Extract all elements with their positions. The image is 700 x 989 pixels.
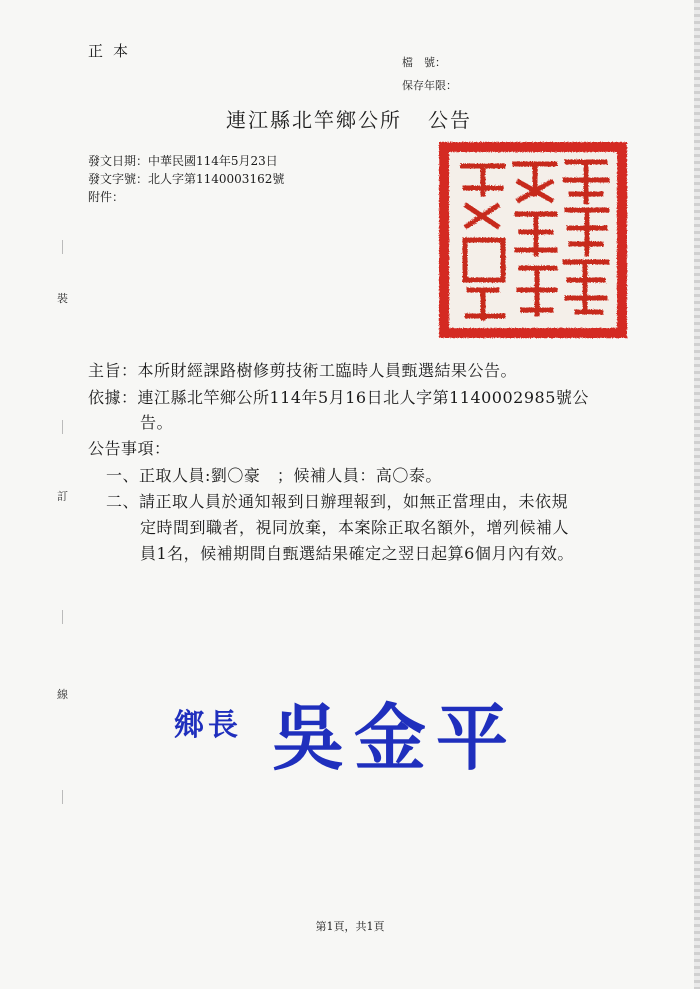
issue-date: 發文日期：中華民國114年5月23日 — [88, 154, 278, 168]
title-doc-type: 公告 — [428, 108, 472, 132]
file-number-label: 檔 號： — [402, 56, 446, 69]
item-2-line-3: 員1名，候補期間自甄選結果確定之翌日起算6個月內有效。 — [140, 544, 574, 563]
issue-number: 發文字號：北人字第1140003162號 — [88, 172, 285, 186]
copy-type-label: 正本 — [88, 42, 139, 60]
binding-dash — [62, 420, 63, 434]
binding-mark-ding: 訂 — [57, 490, 68, 503]
retention-label: 保存年限： — [402, 79, 457, 92]
subject-line: 主旨：本所財經課路樹修剪技術工臨時人員甄選結果公告。 — [88, 361, 518, 380]
binding-dash — [62, 610, 63, 624]
item-2-line-1: 二、請正取人員於通知報到日辦理報到，如無正當理由，未依規 — [106, 492, 569, 511]
page-number: 第1頁，共1頁 — [315, 920, 385, 933]
basis-line-2: 告。 — [140, 413, 174, 432]
binding-mark-zhuang: 裝 — [57, 292, 68, 305]
binding-dash — [62, 790, 63, 804]
title-org: 連江縣北竿鄉公所 — [226, 108, 402, 132]
signature-name: 吳金平 — [272, 696, 519, 780]
official-seal-image — [437, 140, 629, 340]
scan-edge — [694, 0, 700, 989]
document-title — [226, 104, 472, 133]
item-2-line-2: 定時間到職者，視同放棄，本案除正取名額外，增列候補人 — [140, 518, 570, 537]
binding-dash — [62, 240, 63, 254]
attachment-label: 附件： — [88, 190, 125, 204]
basis-line-1: 依據：連江縣北竿鄉公所114年5月16日北人字第1140002985號公 — [88, 388, 589, 407]
item-1: 一、正取人員:劉〇豪 ；候補人員：高〇泰。 — [106, 466, 442, 485]
signature-title: 鄉長 — [174, 708, 242, 743]
items-heading: 公告事項： — [88, 439, 171, 458]
binding-mark-xian: 線 — [57, 688, 68, 701]
